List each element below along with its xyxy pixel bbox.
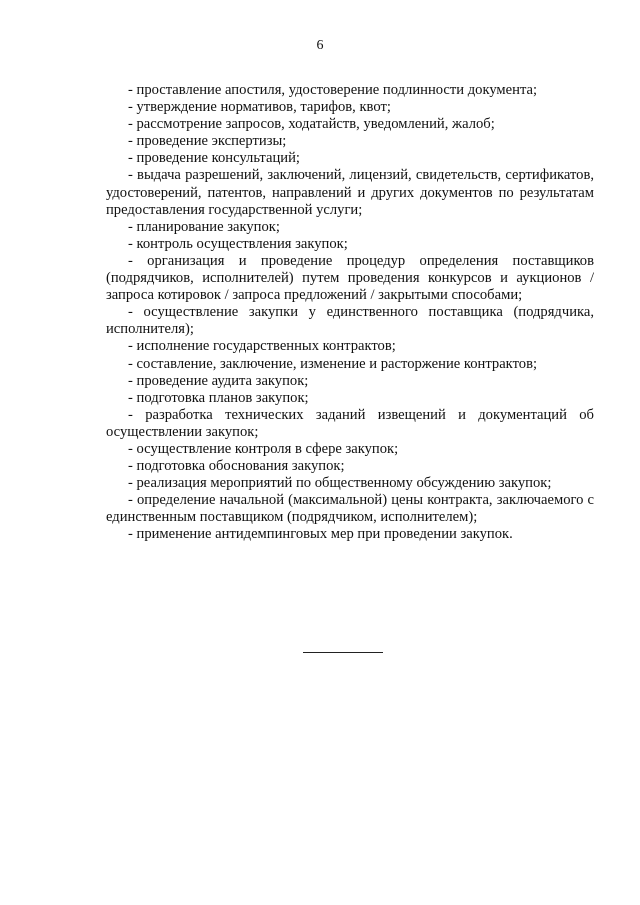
list-item: - проведение консультаций; bbox=[128, 150, 300, 167]
list-item: - контроль осуществления закупок; bbox=[128, 235, 348, 252]
end-divider bbox=[303, 652, 383, 653]
document-body bbox=[106, 82, 594, 544]
list-item: - проведение экспертизы; bbox=[128, 133, 287, 150]
list-item: - разработка технических заданий извещений и документаций об осуществлении закупок; bbox=[106, 406, 594, 440]
list-item: - составление, заключение, изменение и расторжение контрактов; bbox=[128, 355, 538, 372]
list-item: - рассмотрение запросов, ходатайств, уведомлений, жалоб; bbox=[128, 116, 495, 133]
list-item: - применение антидемпинговых мер при проведении закупок. bbox=[128, 526, 513, 543]
page-number: 6 bbox=[316, 38, 324, 53]
list-item: - проставление апостиля, удостоверение подлинности документа; bbox=[128, 82, 538, 98]
list-item: - осуществление закупки у единственного поставщика (подрядчика, исполнителя); bbox=[106, 304, 594, 338]
list-item: - утверждение нормативов, тарифов, квот; bbox=[128, 99, 391, 116]
list-item: - проведение аудита закупок; bbox=[128, 372, 309, 389]
list-item: - выдача разрешений, заключений, лицензий, свидетельств, сертификатов, удостоверений, патентов, направлений и других документов по результатам предоставления государственной услуги; bbox=[106, 167, 594, 218]
list-item: - подготовка планов закупок; bbox=[128, 389, 309, 406]
list-item: - организация и проведение процедур определения поставщиков (подрядчиков, исполнителей) путем проведения конкурсов и аукционов / запроса котировок / запроса предложений / закрытыми способами; bbox=[106, 252, 594, 304]
list-item: - исполнение государственных контрактов; bbox=[128, 338, 396, 355]
list-item: - планирование закупок; bbox=[128, 218, 280, 235]
list-item: - осуществление контроля в сфере закупок; bbox=[128, 440, 399, 457]
list-item: - реализация мероприятий по общественному обсуждению закупок; bbox=[128, 475, 552, 492]
list-item: - определение начальной (максимальной) цены контракта, заключаемого с единственным поставщиком (подрядчиком, исполнителем); bbox=[106, 492, 594, 526]
list-item: - подготовка обоснования закупок; bbox=[128, 458, 345, 475]
